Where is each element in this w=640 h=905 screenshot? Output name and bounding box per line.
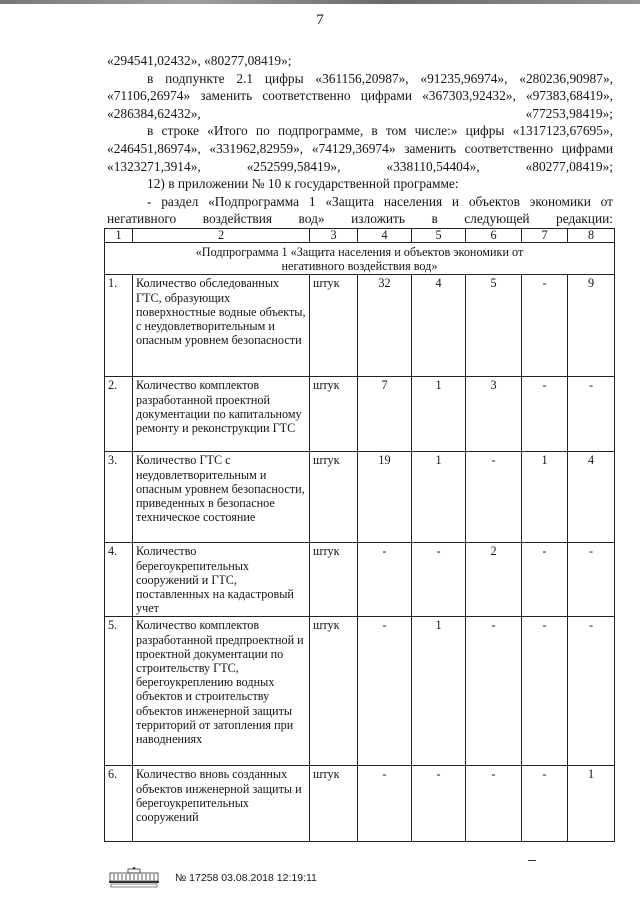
column-number: 6 [466,229,522,243]
row-value: 4 [568,452,615,543]
document-footer [108,866,628,896]
building-crest-icon [108,866,160,888]
indicators-table [104,228,615,842]
column-number: 3 [310,229,358,243]
paragraph-5: - раздел «Подпрограмма 1 «Защита населения и объектов экономики от негативного воздействия вод» изложить в следующей редакции: [107,193,613,227]
row-number: 5. [105,617,133,766]
row-indicator-name: Количество комплектов разработанной проектной документации по капитальному ремонту и реконструкции ГТС [133,377,310,452]
table-row [105,617,615,766]
row-indicator-name: Количество обследованных ГТС, образующих поверхностные водные объекты, с неудовлетворительным и опасным уровнем безопасности [133,275,310,377]
row-value: 19 [358,452,412,543]
row-indicator-name: Количество комплектов разработанной предпроектной и проектной документации по строительству ГТС, берегоукреплению водных объектов и строительству объектов инженерной защиты территорий от затопления при наводнениях [133,617,310,766]
row-value: - [466,766,522,842]
table-row [105,452,615,543]
row-indicator-name: Количество берегоукрепительных сооружений и ГТС, поставленных на кадастровый учет [133,543,310,617]
row-value: - [466,617,522,766]
row-value: - [568,617,615,766]
row-indicator-name: Количество ГТС с неудовлетворительным и опасным уровнем безопасности, приведенных в безопасное техническое состояние [133,452,310,543]
column-number: 4 [358,229,412,243]
row-number: 1. [105,275,133,377]
table-row [105,766,615,842]
paragraph-3: в строке «Итого по подпрограмме, в том числе:» цифры «1317123,67695», «246451,86974», «331962,82959», «74129,36974» заменить соответственно цифрами «1323271,3914», «252599,58419», «338110,54404», «80277,08419»; [107,123,613,174]
column-number: 8 [568,229,615,243]
row-value: - [522,617,568,766]
row-value: - [358,617,412,766]
table-row [105,275,615,377]
row-indicator-name: Количество вновь созданных объектов инженерной защиты и берегоукрепительных сооружений [133,766,310,842]
row-value: 5 [466,275,522,377]
row-value: - [412,543,466,617]
row-value: 1 [522,452,568,543]
row-value: 3 [466,377,522,452]
footer-doc-number: № 17258 03.08.2018 12:19:11 [175,872,317,884]
row-value: - [358,766,412,842]
row-value: - [522,275,568,377]
row-value: 2 [466,543,522,617]
row-value: 1 [412,452,466,543]
scan-edge [0,0,640,4]
row-value: - [412,766,466,842]
row-value: - [466,452,522,543]
row-unit: штук [310,766,358,842]
table-row [105,377,615,452]
row-number: 2. [105,377,133,452]
row-value: 9 [568,275,615,377]
row-value: 32 [358,275,412,377]
page-number: 7 [316,12,324,28]
row-value: - [568,377,615,452]
column-number: 1 [105,229,133,243]
table-row [105,543,615,617]
row-number: 3. [105,452,133,543]
row-value: - [358,543,412,617]
row-value: 1 [412,377,466,452]
paragraph-4: 12) в приложении № 10 к государственной программе: [147,176,459,192]
row-value: - [522,766,568,842]
section-title-row [105,243,615,275]
row-value: 4 [412,275,466,377]
row-value: - [522,543,568,617]
row-value: 1 [568,766,615,842]
row-value: 7 [358,377,412,452]
footer-mark [528,860,536,861]
row-unit: штук [310,617,358,766]
row-unit: штук [310,452,358,543]
row-number: 4. [105,543,133,617]
section-title: «Подпрограмма 1 «Защита населения и объектов экономики от негативного воздействия вод» [105,243,615,275]
paragraph-1: «294541,02432», «80277,08419»; [107,53,292,68]
row-value: 1 [412,617,466,766]
column-number: 7 [522,229,568,243]
row-number: 6. [105,766,133,842]
column-number-row [105,229,615,243]
row-unit: штук [310,377,358,452]
row-value: - [522,377,568,452]
row-unit: штук [310,275,358,377]
paragraph-2: в подпункте 2.1 цифры «361156,20987», «91235,96974», «280236,90987», «71106,26974» заменить соответственно цифрами «367303,92432», «97383,68419», «286384,62432», «77253,98419»; [107,70,613,121]
row-unit: штук [310,543,358,617]
column-number: 2 [133,229,310,243]
column-number: 5 [412,229,466,243]
body-text [107,52,613,228]
row-value: - [568,543,615,617]
